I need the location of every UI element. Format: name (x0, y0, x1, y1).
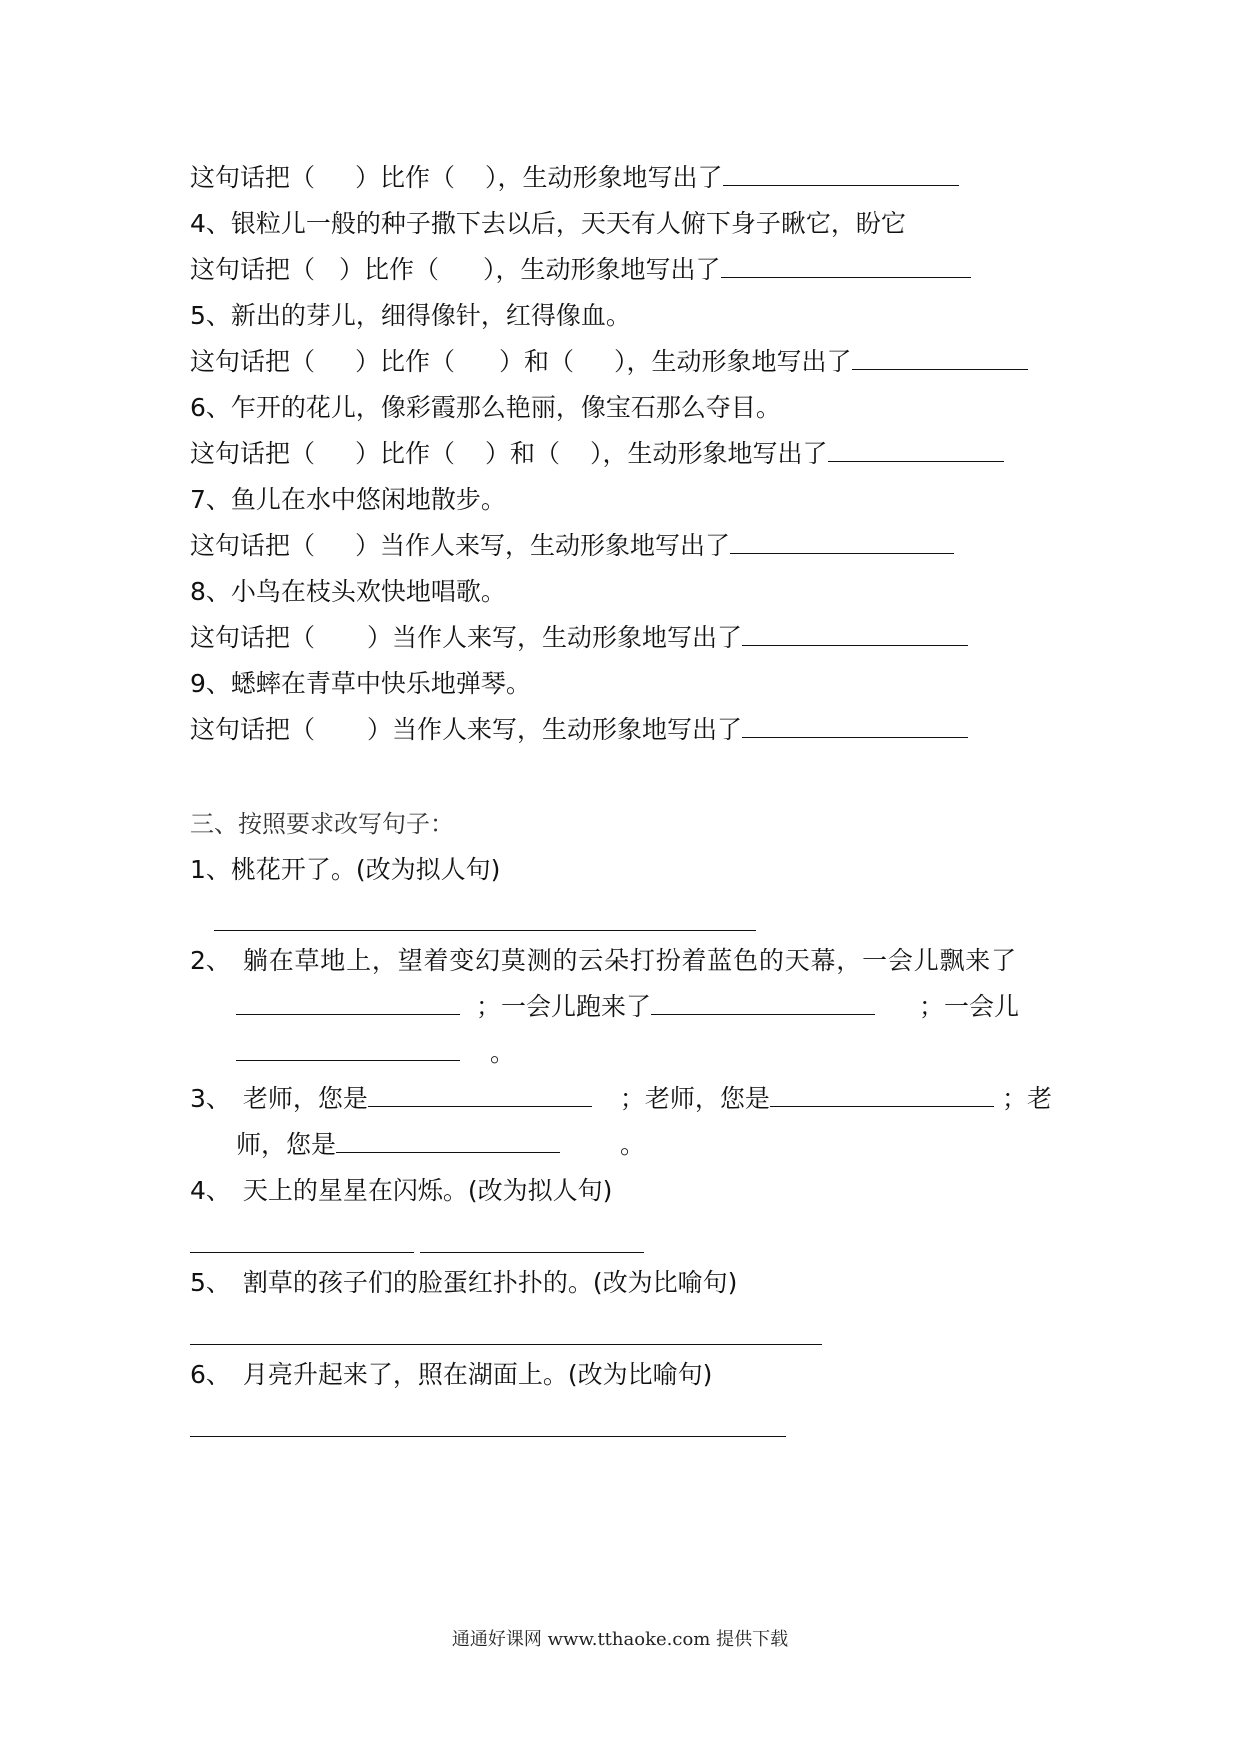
rewrite-q1: 1、桃花开了。(改为拟人句) (190, 855, 501, 884)
answer-line-9: 这句话把（ ）当作人来写，生动形象地写出了 (190, 713, 968, 747)
blank[interactable] (852, 345, 1028, 370)
blank[interactable] (368, 1082, 592, 1107)
blank[interactable] (651, 990, 875, 1015)
question-4: 4、银粒儿一般的种子撒下去以后，天天有人俯下身子瞅它，盼它 (190, 209, 906, 238)
blank[interactable] (742, 713, 968, 738)
rewrite-q6: 6、 月亮升起来了，照在湖面上。(改为比喻句) (190, 1360, 713, 1389)
blank[interactable] (730, 529, 954, 554)
blank[interactable] (770, 1082, 994, 1107)
rewrite-q2-line3: 。 (236, 1036, 515, 1070)
section-3-title: 三、按照要求改写句子： (190, 810, 454, 838)
blank[interactable] (742, 621, 968, 646)
footer-credit: 通通好课网 www.tthaoke.com 提供下载 (451, 1629, 789, 1650)
answer-line-5: 这句话把（ ）比作（ ）和（ ），生动形象地写出了 (190, 345, 1028, 379)
blank[interactable] (236, 1036, 460, 1061)
answer-rule-q1[interactable] (214, 930, 756, 931)
answer-rule-q5[interactable] (190, 1344, 822, 1345)
rewrite-q2-line1: 2、 躺在草地上，望着变幻莫测的云朵打扮着蓝色的天幕，一会儿飘来了 (190, 946, 1017, 975)
answer-rule-q6[interactable] (190, 1436, 786, 1437)
question-7: 7、鱼儿在水中悠闲地散步。 (190, 485, 506, 514)
question-6: 6、乍开的花儿，像彩霞那么艳丽，像宝石那么夺目。 (190, 393, 781, 422)
answer-rule-q4b[interactable] (420, 1252, 644, 1253)
blank[interactable] (828, 437, 1004, 462)
blank[interactable] (723, 161, 959, 186)
blank[interactable] (236, 990, 460, 1015)
answer-line-8: 这句话把（ ）当作人来写，生动形象地写出了 (190, 621, 968, 655)
question-9: 9、蟋蟀在青草中快乐地弹琴。 (190, 669, 531, 698)
question-5: 5、新出的芽儿，细得像针，红得像血。 (190, 301, 631, 330)
blank[interactable] (336, 1128, 560, 1153)
rewrite-q5: 5、 割草的孩子们的脸蛋红扑扑的。(改为比喻句) (190, 1268, 738, 1297)
blank[interactable] (721, 253, 971, 278)
question-8: 8、小鸟在枝头欢快地唱歌。 (190, 577, 506, 606)
rewrite-q3-line2: 师，您是 。 (236, 1130, 646, 1159)
rewrite-q2-line2: ；一会儿跑来了 ；一会儿 (236, 990, 1019, 1024)
answer-line-3: 这句话把（ ）比作（ ），生动形象地写出了 (190, 161, 959, 195)
rewrite-q4: 4、 天上的星星在闪烁。(改为拟人句) (190, 1176, 613, 1205)
answer-line-6: 这句话把（ ）比作（ ）和（ ），生动形象地写出了 (190, 437, 1004, 471)
answer-line-7: 这句话把（ ）当作人来写，生动形象地写出了 (190, 529, 954, 563)
rewrite-q3-line1: 3、 老师，您是 ；老师，您是 ；老 (190, 1084, 1052, 1113)
answer-rule-q4a[interactable] (190, 1252, 414, 1253)
answer-line-4: 这句话把（ ）比作（ ），生动形象地写出了 (190, 253, 971, 287)
